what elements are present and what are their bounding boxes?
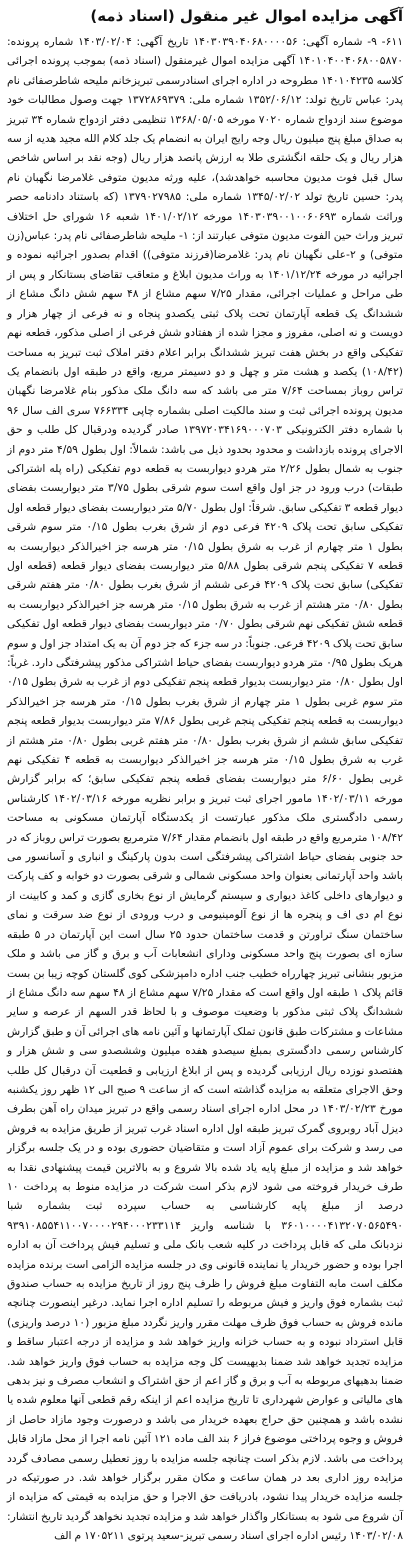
notice-title: آگهی مزایده اموال غیر منقول (اسناد ذمه): [90, 7, 403, 25]
notice-body: ۶۱۱- ۹- شماره آگهی: ۱۴۰۳۰۳۹۰۴۰۶۸۰۰۰۰۵۶ تاریخ آگهی: ۱۴۰۳/۰۲/۰۴ شماره پرونده: ۱۴۰۱۰۴۰۰۴۰۶۸۰۰۵۸۷۰ آگهی مزایده اموال غیرمنقول (اسناد ذمه) بموجب پرونده اجرائی کلاسه ۱۴۰۱۰۴۲۳۵ مطروحه در اداره اجرای اسنادرسمی تبریزخانم ملیحه شاطرصفائی نام پدر: عباس تاریخ تولد: ۱۳۵۲/۰۶/۱۲ شماره ملی: ۱۳۷۲۸۶۹۳۷۹ جهت وصول مطالبات خود موضوع سند ازدواج شماره ۷۰۲۰ مورخه ۱۳۶۸/۰۵/۰۵ تنظیمی دفتر ازدواج شماره ۳۴ تبریز به صداق مبلغ پنج میلیون ریال وجه رایج ایران به انضمام یک جلد کلام الله مجید هدیه از سه هزار ریال و یک حلقه انگشتری طلا به ارزش پانصد هزار ریال (وجه نقد بر اساس شاخص سال قبل فوت مدیون محاسبه خواهدشد)، علیه ورثه مدیون متوفی غلامرضا نگهبان نام پدر: حسین تاریخ تولد ۱۳۴۵/۰۲/۰۲ شماره ملی: ۱۳۷۹۰۲۷۹۸۵ (که باستناد دادنامه حصر وراثت شماره ۱۴۰۳۰۳۹۰۰۱۰۰۶۰۶۹۳ مورخه ۱۴۰۱/۰۲/۱۲ شعبه ۱۶ شورای حل اختلاف تبریز وراث حین الفوت مدیون متوفی عبارتند از: ۱- ملیحه شاطرصفائی نام پدر: عباس(زن متوفی) و ۲-علی نگهبان نام پدر: غلامرضا(فرزند متوفی)) اقدام بصدور اجرائیه نموده و اجرائیه در مورخه ۱۴۰۱/۱۲/۲۴ به وراث مدیون ابلاغ و متعاقب تقاضای بستانکار و پس از طی مراحل و عملیات اجرائی، مقدار ۷/۲۵ سهم مشاع از ۴۸ سهم شش دانگ مشاع از ششدانگ یک قطعه آپارتمان تحت پلاک ثبتی یکصدو پنجاه و نه فرعی از چهار هزار و دویست و نه اصلی، مفروز و مجزا شده از هفتادو شش فرعی از اصلی مذکور، قطعه نهم تفکیکی واقع در بخش هفت تبریز ششدانگ برابر اعلام دفتر املاک ثبت تبریز به مساحت (۱۰۸/۴۲) یکصد و هشت متر و چهل و دو دسیمتر مربع، واقع در طبقه اول بانضمام یک تراس روباز بمساحت ۷/۶۴ متر می باشد که سه دانگ ملک مذکور بنام غلامرضا نگهبان مدیون پرونده اجرائی ثبت و سند مالکیت اصلی بشماره چاپی ۷۶۶۳۳۴ سری الف سال ۹۶ با شماره دفتر الکترونیکی ۱۳۹۷۲۰۳۴۱۶۹۰۰۰۷۰۳ صادر گردیده ودرقبال کل طلب و حق الاجرای پرونده بازداشت و محدود بحدود ذیل می باشد: شمالاً: اول بطول ۴/۵۹ متر دوم از جنوب به شمال بطول ۲/۲۶ متر هردو دیواربست به قطعه دوم تفکیکی (راه پله اشتراکی طبقات) درب ورود در جز اول واقع است سوم شرقی بطول ۳/۷۵ متر دیواربست بفضای دیوار قطعه ۳ تفکیکی سابق. شرقاً: اول بطول ۵/۷۰ متر دیواربست بفضای دیوار قطعه اول تفکیکی سابق تحت پلاک ۴۲۰۹ فرعی دوم از شرق بغرب بطول ۰/۱۵ متر سوم شرقی بطول ۱ متر چهارم از غرب به شرق بطول ۰/۱۵ متر هرسه جز اخیرالذکر دیواربست به قطعه ۷ تفکیکی پنجم شرقی بطول ۵/۸۸ متر دیواربست بفضای دیوار قطعه (قطعه اول تفکیکی) سابق تحت پلاک ۴۲۰۹ فرعی ششم از شرق بغرب بطول ۰/۸۰ متر هفتم شرقی بطول ۰/۸۰ متر هشتم از غرب به شرق بطول ۰/۱۵ متر هرسه جز اخیرالذکر دیواربست به قطعه شش تفکیکی نهم شرقی بطول ۰/۷۰ متر دیواربست بفضای دیوار قطعه اول تفکیکی سابق تحت پلاک ۴۲۰۹ فرعی. جنوباً: در سه جزء که جز دوم آن به یک امتداد جز اول و سوم هریک بطول ۰/۹۵ متر هردو دیواربست بفضای حیاط اشتراکی مذکور پیشرفتگی دارد. غرباً: اول بطول ۰/۸۰ متر دیواربست بدیوار قطعه پنجم تفکیکی دوم از غرب به شرق بطول ۰/۱۵ متر سوم غربی بطول ۱ متر چهارم از شرق بغرب بطول ۰/۱۵ متر هرسه جز اخیرالذکر دیواربست به قطعه پنجم تفکیکی پنجم غربی بطول ۷/۸۶ متر دیواربست بدیوار قطعه پنجم تفکیکی سابق ششم از شرق بغرب بطول ۰/۸۰ متر هفتم غربی بطول ۰/۸۰ متر هشتم از غرب به شرق بطول ۰/۱۵ متر هرسه جز اخیرالذکر دیواربست به قطعه ۴ تفکیکی نهم غربی بطول ۶/۶۰ متر دیواربست بفضای قطعه پنجم تفکیکی سابق؛ که برابر گزارش مورخه ۱۴۰۲/۰۳/۱۱ مامور اجرای ثبت تبریز و برابر نظریه مورخه ۱۴۰۲/۰۳/۱۶ کارشناس رسمی دادگستری ملک مذکور عبارتست از یکدستگاه آپارتمان مسکونی به مساحت ۱۰۸/۴۲ مترمربع واقع در طبقه اول بانضمام مقدار ۷/۶۴ مترمربع بصورت تراس روباز که در حد جنوبی بفضای حیاط اشتراکی پیشرفتگی است بدون پارکینگ و انباری و آسانسور می باشد واحد آپارتمانی بعنوان واحد مسکونی شمالی و شرقی بصورت دو خوابه و کف پارکت و دیوارهای داخلی کاغذ دیواری و سیستم گرمایش از نوع بخاری گازی و کمد و کابینت از نوع ام دی اف و پنجره ها از نوع آلومینیومی و درب ورودی از نوع ضد سرقت و نمای ساختمان سنگ تراورتن و قدمت ساختمان حدود ۲۵ سال است این آپارتمان در ۵ طبقه سازه ای بصورت پنج واحد مسکونی ودارای انشعابات آب و برق و گاز می باشد و ملک مزبور بنشانی تبریز چهارراه خطیب جنب اداره دامپزشکی کوی گلستان کوچه زیبا بن بست قائم پلاک ۱ طبقه اول واقع است که مقدار ۷/۲۵ سهم مشاع از ۴۸ سهم سه دانگ مشاع از ششدانگ پلاک ثبتی مذکور با وضعیت موصوف و با لحاظ قدر السهم از عرصه و سایر مشاعات و مشترکات طبق قانون تملک آپارتمانها و آئین نامه های اجرائی آن و طبق گزارش کارشناس رسمی دادگستری بمبلغ سیصدو هفده میلیون وششصدو سی و شش هزار و هفتصدو نوزده ریال ارزیابی گردیده و پس از ابلاغ ارزیابی و قطعیت آن درقبال کل طلب وحق الاجرای متعلقه به مزایده گذاشته است که از ساعت ۹ صبح الی ۱۲ ظهر روز یکشنبه مورخ ۱۴۰۳/۰۲/۲۳ در محل اداره اجرای اسناد رسمی واقع در تبریز میدان راه آهن بطرف دیزل آباد روبروی گمرک تبریز طبقه اول اداره اسناد غرب تبریز از طریق مزایده به فروش می رسد و شرکت برای عموم آزاد است و متقاضیان حضوری بوده و در یک جلسه برگزار خواهد شد و مزایده از مبلغ پایه یاد شده بالا شروع و به بالاترین قیمت پیشنهادی نقدا به طرف خریدار فروخته می شود لازم بذکر است شرکت در مزایده منوط به پرداخت ۱۰ درصد از مبلغ پایه کارشناسی به حساب سپرده ثبت بشماره شبا ۳۶۰۱۰۰۰۰۴۱۳۲۰۷۰۵۶۵۴۹۰ با شناسه واریز ۹۳۹۱۰۸۵۵۴۱۱۰۰۷۰۰۰۰۲۹۴۰۰۰۲۳۳۱۱۴ نزدبانک ملی که قابل پرداخت در کلیه شعب بانک ملی و تسلیم فیش پرداخت آن به اداره اجرا بوده و حضور خریدار یا نماینده قانونی وی در جلسه مزایده الزامی است برنده مزایده مکلف است مابه التفاوت مبلغ فروش را ظرف پنج روز از تاریخ مزایده به حساب صندوق ثبت بشماره فوق واریز و فیش مربوطه را تسلیم اداره اجرا نماید. درغیر اینصورت چنانچه مانده فروش به حساب فوق ظرف مهلت مقرر واریز نگردد مبلغ مزبور (۱۰ درصد واریزی) قابل استرداد نبوده و به حساب خزانه واریز خواهد شد و مزایده از درجه اعتبار ساقط و مزایده تجدید خواهد شد ضمنا بدیهیست کل وجه مزایده به حساب فوق واریز خواهد شد. ضمنا بدهیهای مربوطه به آب و برق و گاز اعم از حق اشتراک و انشعاب مصرف و نیز بدهی های مالیاتی و عوارض شهرداری تا تاریخ مزایده اعم از اینکه رقم قطعی آنها معلوم شده یا نشده باشد و همچنین حق حراج بعهده خریدار می باشد و درصورت وجود مازاد حاصل از فروش و وجوه پرداختی موضوع فراز ۶ بند الف ماده ۱۲۱ آئین نامه اجرا از محل مازاد قابل پرداخت می باشد. لازم بذکر است چنانچه جلسه مزایده با روز تعطیل رسمی مصادف گردد مزایده روز اداری بعد در همان ساعت و مکان مقرر برگزار خواهد شد. در صورتیکه در جلسه مزایده خریدار پیدا نشود، بادریافت حق الاجرا و حق مزایده به قیمتی که مزایده از آن شروع می شود به بستانکار واگذار خواهد شد و مزایده تجدید نخواهد گردید تاریخ انتشار: ۱۴۰۳/۰۲/۰۸ رئیس اداره اجرای اسناد رسمی تبریز-سعید پرتوی ۱۷۰۵۲۱۱ م الف: [7, 35, 404, 1543]
